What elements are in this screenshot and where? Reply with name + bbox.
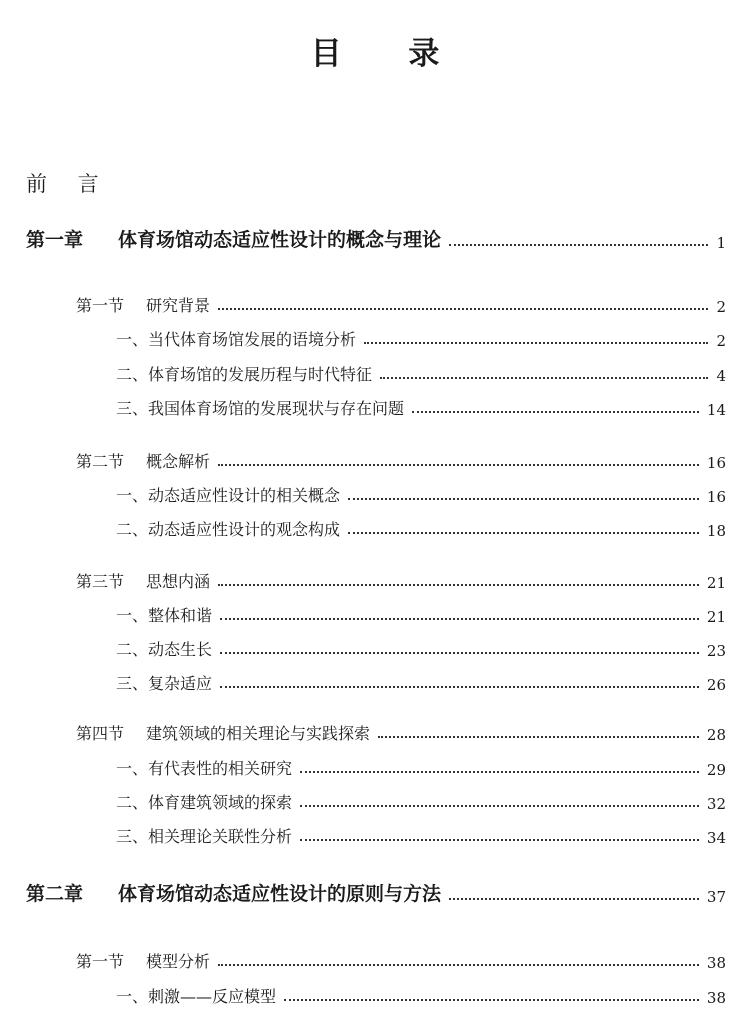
dot-leader [300, 805, 699, 807]
dot-leader [412, 411, 699, 413]
dot-leader [449, 898, 699, 900]
toc-text: 三、我国体育场馆的发展现状与存在问题 [116, 399, 405, 418]
toc-prefix: 第二节 [76, 452, 125, 471]
toc-preface: 前 言 [26, 172, 111, 196]
toc-text: 二、动态生长 [116, 640, 213, 659]
dot-leader [364, 342, 708, 344]
dot-leader [380, 377, 708, 379]
toc-item[interactable] [116, 819, 726, 847]
toc-prefix: 第二章 [26, 883, 84, 905]
toc-text: 二、体育建筑领域的探索 [116, 793, 293, 812]
toc-item[interactable] [116, 391, 726, 419]
toc-text: 一、动态适应性设计的相关概念 [116, 486, 341, 505]
toc-prefix: 第一节 [76, 952, 125, 971]
toc-section[interactable] [76, 944, 726, 972]
toc-section[interactable] [76, 716, 726, 744]
toc-text: 概念解析 [146, 452, 211, 471]
dot-leader [378, 736, 699, 738]
toc-item[interactable] [116, 666, 726, 694]
toc-page-number: 21 [706, 608, 726, 626]
toc-item[interactable] [116, 512, 726, 540]
toc-text: 二、动态适应性设计的观念构成 [116, 520, 341, 539]
toc-text: 二、体育场馆的发展历程与时代特征 [116, 365, 373, 384]
toc-item[interactable] [116, 478, 726, 506]
dot-leader [348, 498, 699, 500]
toc-page-number: 32 [706, 795, 726, 813]
toc-chapter-1[interactable] [26, 224, 726, 252]
dot-leader [300, 771, 699, 773]
toc-prefix: 第一节 [76, 296, 125, 315]
toc-item[interactable] [116, 785, 726, 813]
toc-page-number: 1 [716, 234, 726, 252]
toc-prefix: 第三节 [76, 572, 125, 591]
dot-leader [218, 584, 699, 586]
toc-page-number: 38 [706, 954, 726, 972]
toc-text: 建筑领域的相关理论与实践探索 [146, 724, 371, 743]
toc-item[interactable] [116, 632, 726, 660]
toc-item[interactable] [116, 598, 726, 626]
toc-page-number: 2 [716, 332, 726, 350]
toc-text: 研究背景 [146, 296, 211, 315]
toc-page-number: 37 [706, 888, 726, 906]
toc-page-number: 2 [716, 298, 726, 316]
toc-section[interactable] [76, 444, 726, 472]
toc-text: 一、刺激——反应模型 [116, 987, 277, 1006]
dot-leader [220, 686, 699, 688]
dot-leader [220, 618, 699, 620]
toc-text: 模型分析 [146, 952, 211, 971]
toc-text: 体育场馆动态适应性设计的概念与理论 [118, 229, 442, 251]
toc-page-number: 4 [716, 367, 726, 385]
toc-page-number: 16 [706, 488, 726, 506]
dot-leader [218, 964, 699, 966]
toc-text: 一、有代表性的相关研究 [116, 759, 293, 778]
toc-page-number: 16 [706, 454, 726, 472]
toc-page-number: 34 [706, 829, 726, 847]
toc-page-number: 14 [706, 401, 726, 419]
page-title: 目 录 [310, 36, 468, 72]
toc-page-number: 28 [706, 726, 726, 744]
toc-page-number: 26 [706, 676, 726, 694]
dot-leader [348, 532, 699, 534]
toc-prefix: 第四节 [76, 724, 125, 743]
toc-text: 思想内涵 [146, 572, 211, 591]
toc-chapter-2[interactable] [26, 878, 726, 906]
dot-leader [218, 464, 699, 466]
toc-text: 体育场馆动态适应性设计的原则与方法 [118, 883, 442, 905]
toc-text: 三、相关理论关联性分析 [116, 827, 293, 846]
toc-prefix: 第一章 [26, 229, 84, 251]
toc-section[interactable] [76, 564, 726, 592]
toc-section[interactable] [76, 288, 726, 316]
toc-item[interactable] [116, 357, 726, 385]
dot-leader [449, 244, 708, 246]
dot-leader [220, 652, 699, 654]
toc-item[interactable] [116, 751, 726, 779]
toc-item[interactable] [116, 979, 726, 1007]
toc-page-number: 29 [706, 761, 726, 779]
dot-leader [300, 839, 699, 841]
dot-leader [218, 308, 708, 310]
toc-page-number: 21 [706, 574, 726, 592]
toc-page-number: 38 [706, 989, 726, 1007]
toc-page-number: 18 [706, 522, 726, 540]
toc-page-number: 23 [706, 642, 726, 660]
toc-text: 一、整体和谐 [116, 606, 213, 625]
toc-text: 三、复杂适应 [116, 674, 213, 693]
dot-leader [284, 999, 699, 1001]
toc-text: 一、当代体育场馆发展的语境分析 [116, 330, 357, 349]
toc-item[interactable] [116, 322, 726, 350]
